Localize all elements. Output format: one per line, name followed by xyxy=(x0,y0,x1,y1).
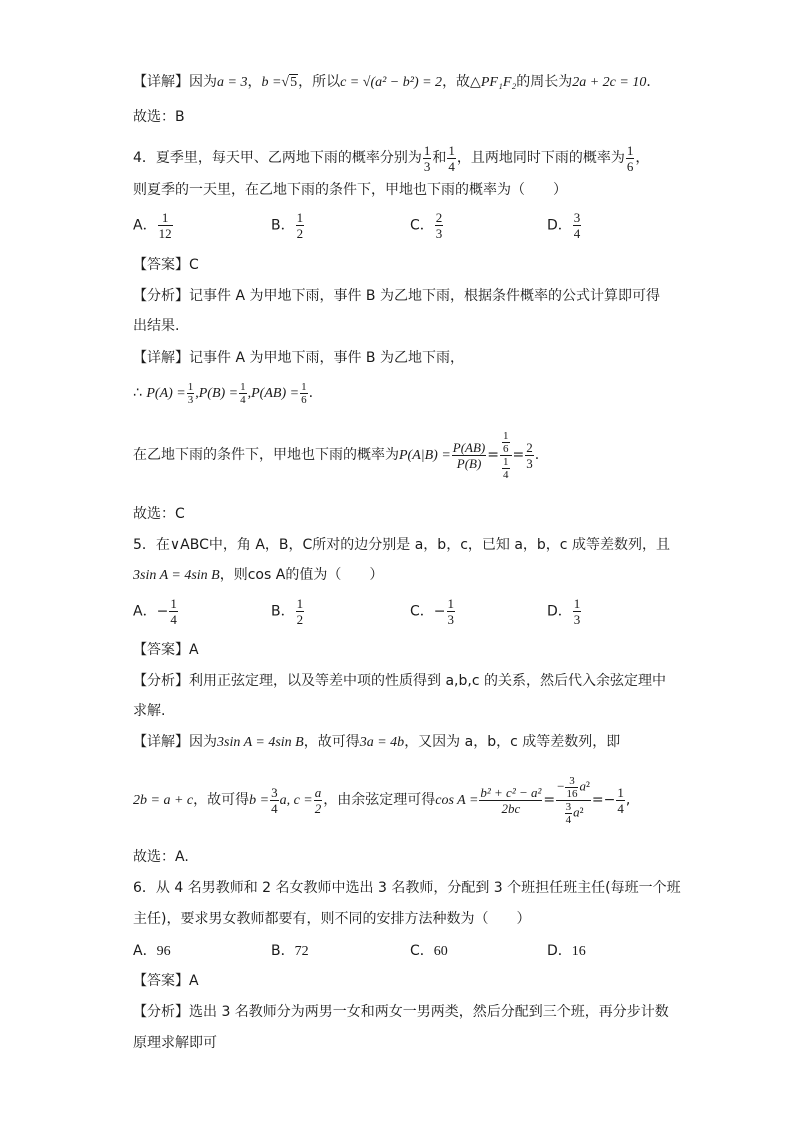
option-a: A． $\frac{1}{12}$ xyxy=(133,210,172,241)
q5-stem-line2: 3sin A = 4sin B，则cos A的值为（ ） xyxy=(133,567,384,583)
q6-analysis-line1: 【分析】选出 3 名教师分为两男一女和两女一男两类，然后分配到三个班，再分步计数 xyxy=(133,1004,669,1020)
q5-detail-line2: 2b = a + c，故可得b = $\frac{3}{4}$ a, c = $\frac{a}{2}$ ，由余弦定理可得cos A = $\frac{\text{b² + c² − a²}}{2bc}$ = − $\frac{3}{16}$ a² $\frac{3}{4}$ a² =− $\frac{1}{4}$ , xyxy=(133,774,631,826)
q6-analysis-line2: 原理求解即可 xyxy=(133,1035,217,1051)
q6-stem-line2: 主任)，要求男女教师都要有，则不同的安排方法种数为（ ） xyxy=(133,911,531,927)
option-d: D．16 xyxy=(547,943,586,959)
q3-conclusion: 故选：B xyxy=(133,109,185,125)
q4-conclusion: 故选：C xyxy=(133,506,185,522)
q5-answer: 【答案】A xyxy=(133,642,199,658)
option-a: A．96 xyxy=(133,943,171,959)
q5-analysis-line2: 求解. xyxy=(133,703,166,719)
option-c: C．60 xyxy=(410,943,448,959)
q5-stem-line1: 5．在∨ABC中，角 A，B，C所对的边分别是 a，b，c，已知 a，b，c 成等差数列，且 xyxy=(133,537,670,553)
option-c: C．− $\frac{1}{3}$ xyxy=(410,596,455,627)
option-b: B．72 xyxy=(271,943,309,959)
q4-probabilities: ∴ P(A) = $\frac{1}{3}$ ,P(B) = $\frac{1}{4}$ ,P(AB) = $\frac{1}{6}$ . xyxy=(133,380,314,406)
option-c: C． $\frac{2}{3}$ xyxy=(410,210,443,241)
q4-stem-line1: 4．夏季里，每天甲、乙两地下雨的概率分别为 $\frac{1}{3}$ 和 $\frac{1}{4}$ ，且两地同时下雨的概率为 $\frac{1}{6}$ ， xyxy=(133,142,650,174)
q5-conclusion: 故选：A. xyxy=(133,849,189,865)
q3-detail-line: 【详解】因为a = 3，b =√5，所以c = √(a² − b²) = 2，故△PF₁F₂的周长为2a + 2c = 10． xyxy=(133,74,661,90)
q4-stem-line2: 则夏季的一天里，在乙地下雨的条件下，甲地也下雨的概率为（ ） xyxy=(133,182,567,198)
q5-analysis-line1: 【分析】利用正弦定理，以及等差中项的性质得到 a,b,c 的关系，然后代入余弦定理中 xyxy=(133,673,666,689)
q4-analysis-line2: 出结果. xyxy=(133,318,180,334)
fraction: $\frac{1}{3}$ xyxy=(423,142,431,174)
detail-tag: 【详解】 xyxy=(133,74,189,90)
option-d: D． $\frac{1}{3}$ xyxy=(547,596,581,627)
option-d: D． $\frac{3}{4}$ xyxy=(547,210,581,241)
q6-answer: 【答案】A xyxy=(133,973,199,989)
q5-detail-line1: 【详解】因为3sin A = 4sin B，故可得3a = 4b，又因为 a，b，c 成等差数列，即 xyxy=(133,734,621,750)
option-b: B． $\frac{1}{2}$ xyxy=(271,596,304,627)
q4-analysis-line1: 【分析】记事件 A 为甲地下雨，事件 B 为乙地下雨，根据条件概率的公式计算即可得 xyxy=(133,288,660,304)
q6-stem-line1: 6．从 4 名男教师和 2 名女教师中选出 3 名教师，分配到 3 个班担任班主任(每班一个班 xyxy=(133,880,681,896)
fraction: $\frac{1}{6}$ xyxy=(626,142,634,174)
option-b: B． $\frac{1}{2}$ xyxy=(271,210,304,241)
q4-detail-line1: 【详解】记事件 A 为甲地下雨，事件 B 为乙地下雨， xyxy=(133,350,464,366)
fraction: $\frac{1}{4}$ xyxy=(448,142,455,174)
q4-answer: 【答案】C xyxy=(133,257,199,273)
q4-conditional: 在乙地下雨的条件下，甲地也下雨的概率为P(A|B) = $\frac{P(AB)}{P(B)}$ = $\frac{\frac{1}{6}}{\frac{1}{4}}$ = $\frac{2}{3}$ . xyxy=(133,429,540,481)
option-a: A．− $\frac{1}{4}$ xyxy=(133,596,177,627)
